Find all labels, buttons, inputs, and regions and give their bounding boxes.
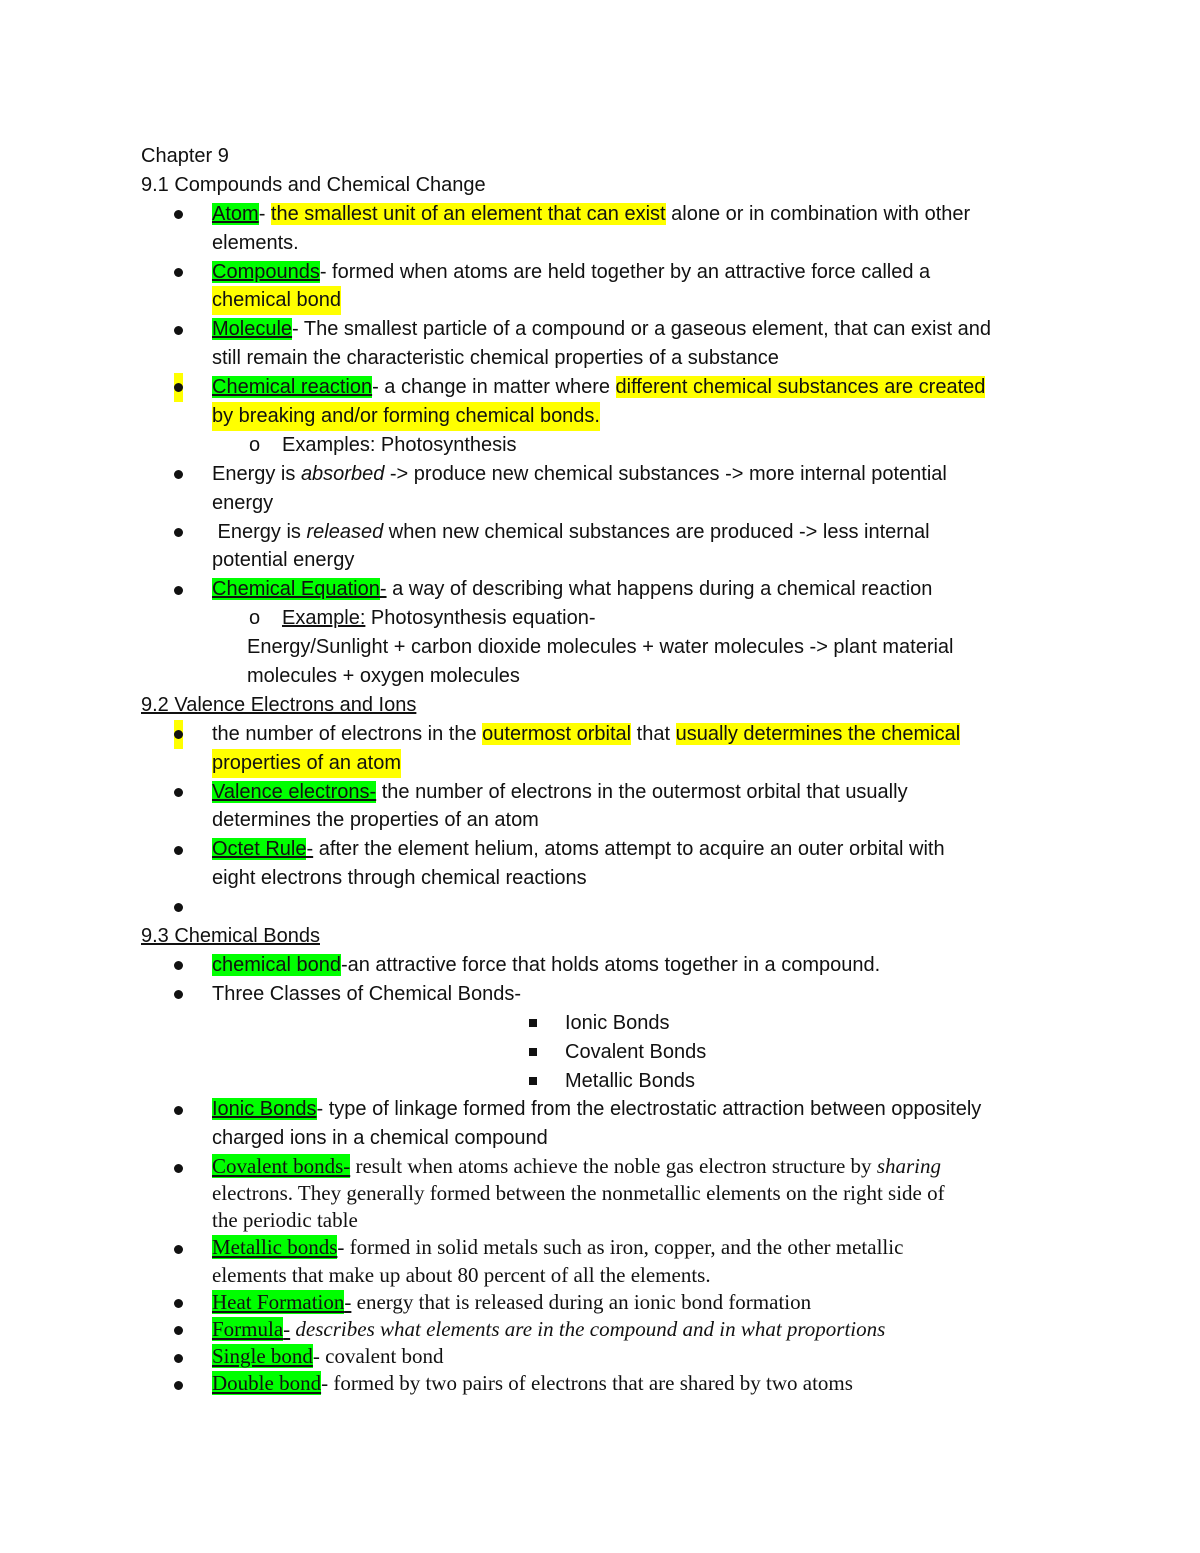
term-single-bond: Single bond — [212, 1343, 313, 1368]
list-item-metallic-bonds: Metallic bonds- formed in solid metals such as iron, copper, and the other metallic — [141, 1234, 1081, 1261]
list-item-formula: Formula- describes what elements are in the compound and in what proportions — [141, 1316, 1081, 1343]
list-item-outermost-orbital: the number of electrons in the outermost orbital that usually determines the chemical — [141, 720, 1081, 749]
square-bullet-icon — [529, 1067, 537, 1096]
bullet-icon — [174, 1316, 183, 1343]
circle-bullet-icon: o — [249, 607, 261, 630]
term-covalent-bonds: Covalent bonds- — [212, 1154, 351, 1179]
list-item-continuation: chemical bond — [141, 286, 1081, 315]
square-bullet-icon — [529, 1038, 537, 1067]
bullet-icon — [174, 720, 183, 749]
circle-bullet-icon: o — [249, 433, 261, 456]
bullet-icon — [174, 893, 183, 922]
class-item-ionic: Ionic Bonds — [141, 1009, 1081, 1038]
list-item-chemical-bond: chemical bond-an attractive force that holds atoms together in a compound. — [141, 951, 1081, 980]
square-bullet-icon — [529, 1009, 537, 1038]
list-item-single-bond: Single bond- covalent bond — [141, 1343, 1081, 1370]
class-item-metallic: Metallic Bonds — [141, 1067, 1081, 1096]
bullet-icon — [174, 373, 183, 402]
sub-item-continuation: molecules + oxygen molecules — [247, 665, 520, 688]
list-item-compounds: Compounds- formed when atoms are held together by an attractive force called a — [141, 258, 1081, 287]
list-item-continuation: by breaking and/or forming chemical bonds. — [141, 402, 1081, 431]
term-formula: Formula — [212, 1316, 284, 1341]
list-item-continuation: charged ions in a chemical compound — [212, 1127, 548, 1150]
term-metallic-bonds: Metallic bonds — [212, 1235, 338, 1260]
bullet-icon — [174, 1153, 183, 1180]
section-heading-9-3: 9.3 Chemical Bonds — [141, 925, 320, 948]
highlight-atom-def: the smallest unit of an element that can exist — [270, 202, 666, 225]
list-item-continuation: elements. — [212, 231, 299, 254]
term-molecule: Molecule — [212, 318, 293, 341]
list-item-continuation: potential energy — [212, 549, 355, 572]
term-heat-formation: Heat Formation — [212, 1289, 345, 1314]
term-chemical-bond: chemical bond — [212, 953, 341, 976]
class-item-covalent: Covalent Bonds — [141, 1038, 1081, 1067]
term-octet-rule: Octet Rule — [212, 838, 307, 861]
list-item-continuation: still remain the characteristic chemical properties of a substance — [212, 347, 779, 370]
bullet-icon — [174, 200, 183, 229]
list-item-continuation: elements that make up about 80 percent of all the elements. — [212, 1262, 711, 1287]
term-compounds: Compounds — [212, 260, 320, 283]
list-item-continuation: the periodic table — [212, 1208, 358, 1233]
bullet-icon — [174, 1234, 183, 1261]
term-atom: Atom — [212, 202, 259, 225]
bullet-icon — [174, 518, 183, 547]
bullet-icon — [174, 1343, 183, 1370]
term-valence-electrons: Valence electrons- — [212, 780, 377, 803]
bullet-icon — [174, 1289, 183, 1316]
bullet-icon — [174, 315, 183, 344]
list-item-ionic-bonds: Ionic Bonds- type of linkage formed from the electrostatic attraction between oppositely — [141, 1095, 1081, 1124]
list-item-double-bond: Double bond- formed by two pairs of electrons that are shared by two atoms — [141, 1370, 1081, 1397]
list-item-empty — [141, 893, 1081, 922]
term-chemical-equation: Chemical Equation — [212, 578, 380, 601]
list-item-energy-absorbed: Energy is absorbed -> produce new chemical substances -> more internal potential — [141, 460, 1081, 489]
bullet-icon — [174, 951, 183, 980]
list-item-chemical-equation: Chemical Equation- a way of describing what happens during a chemical reaction — [141, 575, 1081, 604]
bullet-icon — [174, 980, 183, 1009]
chapter-title: Chapter 9 — [141, 145, 229, 167]
bullet-icon — [174, 835, 183, 864]
list-item-continuation: electrons. They generally formed between the nonmetallic elements on the right side of — [212, 1181, 945, 1206]
bullet-icon — [174, 1095, 183, 1124]
term-chemical-reaction: Chemical reaction — [212, 376, 373, 399]
bullet-icon — [174, 460, 183, 489]
term-double-bond: Double bond — [212, 1370, 322, 1395]
term-ionic-bonds: Ionic Bonds — [212, 1098, 317, 1121]
list-item-continuation: eight electrons through chemical reactions — [212, 867, 587, 890]
bullet-icon — [174, 258, 183, 287]
sub-item-continuation: Energy/Sunlight + carbon dioxide molecules + water molecules -> plant material — [247, 636, 954, 659]
bullet-icon — [174, 778, 183, 807]
list-item-octet-rule: Octet Rule- after the element helium, atoms attempt to acquire an outer orbital with — [141, 835, 1081, 864]
list-item-continuation: properties of an atom — [141, 749, 1081, 778]
sub-item-example-equation: o Example: Photosynthesis equation- — [141, 604, 1081, 633]
list-item-three-classes: Three Classes of Chemical Bonds- — [141, 980, 1081, 1009]
section-heading-9-2: 9.2 Valence Electrons and Ions — [141, 693, 417, 716]
sub-item-examples: o Examples: Photosynthesis — [141, 431, 1081, 460]
list-item-valence-electrons: Valence electrons- the number of electrons in the outermost orbital that usually — [141, 778, 1081, 807]
list-item-chemical-reaction: Chemical reaction- a change in matter where different chemical substances are created — [141, 373, 1081, 402]
list-item-molecule: Molecule- The smallest particle of a compound or a gaseous element, that can exist and — [141, 315, 1081, 344]
list-item-continuation: determines the properties of an atom — [212, 809, 539, 832]
bullet-icon — [174, 1370, 183, 1397]
bullet-icon — [174, 575, 183, 604]
list-item-continuation: energy — [212, 491, 274, 514]
list-item-atom: Atom- the smallest unit of an element that can exist alone or in combination with other — [141, 200, 1081, 229]
list-item-energy-released: Energy is released when new chemical substances are produced -> less internal — [141, 518, 1081, 547]
list-item-covalent-bonds: Covalent bonds- result when atoms achieve the noble gas electron structure by sharing — [141, 1153, 1081, 1180]
section-heading-9-1: 9.1 Compounds and Chemical Change — [141, 173, 486, 196]
document-content — [141, 142, 1081, 1397]
list-item-heat-formation: Heat Formation- energy that is released during an ionic bond formation — [141, 1289, 1081, 1316]
